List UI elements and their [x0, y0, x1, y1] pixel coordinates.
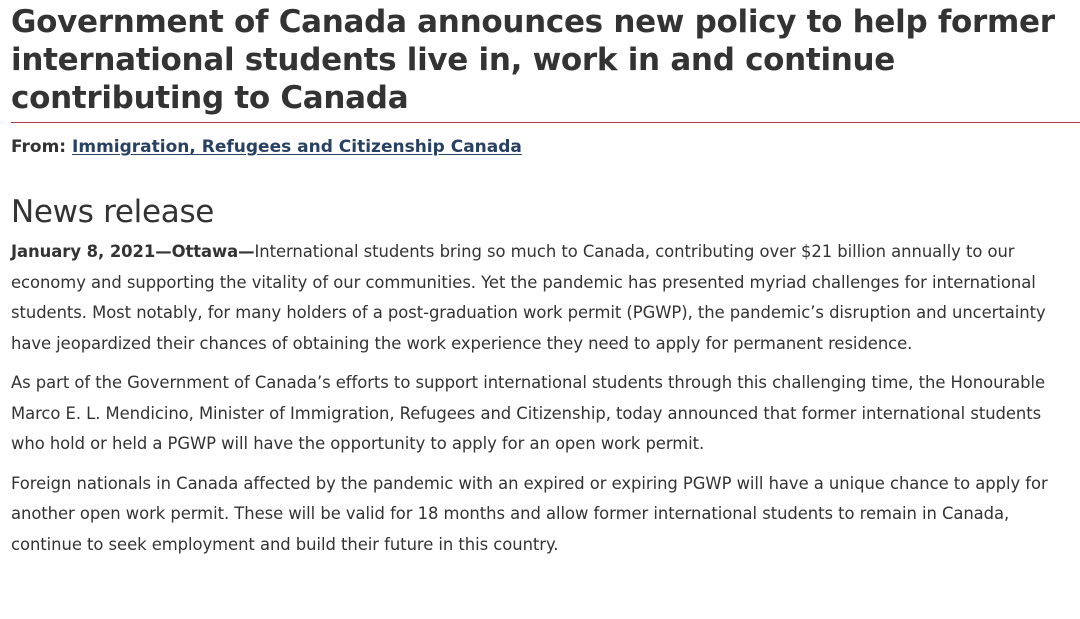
title-divider	[11, 122, 1080, 123]
from-label: From:	[11, 137, 67, 157]
body-paragraph-3: Foreign nationals in Canada affected by the pandemic with an expired or expiring PGWP will have a unique chance to apply for another open work permit. These will be valid for 18 months and allow former international students to remain in Canada, continue to seek employment and build their future in this country.	[11, 473, 1048, 554]
paragraph-1-text: International students bring so much to Canada, contributing over $21 billion annually to our economy and supporting the vitality of our communities. Yet the pandemic has presented myriad challenges for international students. Most notably, for many holders of a post-graduation work permit (PGWP), the pandemic’s disruption and uncertainty have jeopardized their chances of obtaining the work experience they need to apply for permanent residence.	[11, 242, 1046, 353]
body-paragraph-2: As part of the Government of Canada’s efforts to support international students through this challenging time, the Honourable Marco E. L. Mendicino, Minister of Immigration, Refugees and Citizenship, today announced that former international students who hold or held a PGWP will have the opportunity to apply for an open work permit.	[11, 373, 1045, 453]
body-paragraph-1	[11, 237, 1073, 359]
section-heading: News release	[11, 194, 215, 230]
from-line	[11, 135, 1080, 159]
page-title: Government of Canada announces new policy to help former international students live in, work in and continue contributing to Canada	[11, 4, 1055, 116]
dateline: January 8, 2021—Ottawa—	[11, 242, 255, 261]
department-link[interactable]: Immigration, Refugees and Citizenship Canada	[72, 137, 522, 157]
